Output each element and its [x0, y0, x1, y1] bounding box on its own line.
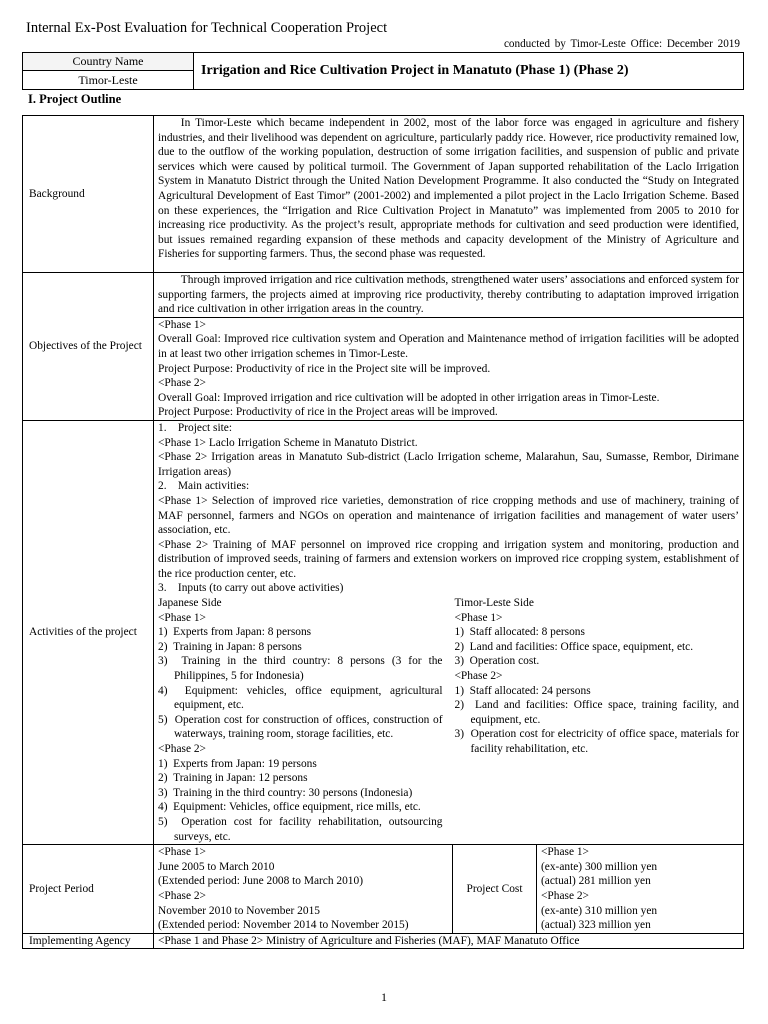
timor-phase-2: <Phase 2> — [454, 670, 503, 683]
site-phase-2: <Phase 2> Irrigation areas in Manatuto Sub-district (Laclo Irrigation scheme, Malarahun, Sau, Sumasse, Rembor, Dirimane Irrigation areas) — [158, 451, 739, 478]
cost-line: (actual) 323 million yen — [541, 919, 651, 932]
japan-item: 3) Training in the third country: 8 persons (3 for the Philippines, 5 for Indonesia) — [158, 655, 443, 683]
main-activities-phase-2: <Phase 2> Training of MAF personnel on improved rice cropping and irrigation system and monitoring, production and distribution of improved seeds, training of farmers and extension workers on improved rice cropping system, establishment of the rice production center, etc. — [158, 538, 739, 580]
japan-item: 2) Training in Japan: 8 persons — [158, 640, 302, 653]
project-period-label: Project Period — [23, 845, 154, 934]
japan-item: 2) Training in Japan: 12 persons — [158, 772, 308, 785]
row-period-cost — [23, 845, 744, 934]
activities-heading-2: 2. Main activities: — [158, 480, 250, 493]
timor-item: 3) Operation cost. — [454, 655, 540, 668]
obj-line: Overall Goal: Improved rice cultivation system and Operation and Maintenance method of irrigation facilities will be adopted in at least two other irrigation schemes in Timor-Leste. — [158, 333, 739, 360]
period-line: November 2010 to November 2015 — [158, 904, 320, 917]
conducted-by: conducted by Timor-Leste Office: December 2019 — [503, 38, 740, 50]
implementing-agency-label: Implementing Agency — [23, 933, 154, 949]
country-name-value: Timor-Leste — [23, 71, 194, 89]
activities-heading-1: 1. Project site: — [158, 421, 233, 434]
background-label: Background — [23, 116, 154, 273]
document-title: Internal Ex-Post Evaluation for Technical Cooperation Project — [26, 20, 388, 36]
japanese-side-title: Japanese Side — [158, 597, 222, 610]
obj-line: Project Purpose: Productivity of rice in the Project areas will be improved. — [158, 406, 498, 419]
activities-label: Activities of the project — [23, 420, 154, 844]
country-name-label: Country Name — [23, 53, 194, 71]
site-phase-1: <Phase 1> Laclo Irrigation Scheme in Manatuto District. — [158, 436, 418, 449]
obj-line: Project Purpose: Productivity of rice in the Project site will be improved. — [158, 362, 491, 375]
japan-item: 4) Equipment: vehicles, office equipment, agricultural equipment, etc. — [158, 684, 443, 712]
japan-item: 5) Operation cost for construction of offices, construction of waterways, training room, storage facilities, etc. — [158, 713, 443, 741]
activities-content — [154, 420, 744, 844]
japan-item: 1) Experts from Japan: 8 persons — [158, 626, 312, 639]
obj-line: Overall Goal: Improved irrigation and rice cultivation will be adopted in other irrigation areas in Timor-Leste. — [158, 391, 660, 404]
project-title: Irrigation and Rice Cultivation Project in Manatuto (Phase 1) (Phase 2) — [201, 63, 629, 78]
timor-leste-side — [451, 596, 740, 844]
japan-item: 4) Equipment: Vehicles, office equipment, rice mills, etc. — [158, 801, 421, 814]
country-table — [22, 52, 744, 90]
period-line: <Phase 1> — [158, 846, 206, 859]
project-cost-label: Project Cost — [453, 845, 537, 934]
objectives-phases — [154, 317, 744, 420]
timor-item: 2) Land and facilities: Office space, equipment, etc. — [454, 640, 694, 653]
timor-phase-1: <Phase 1> — [454, 611, 503, 624]
main-activities-phase-1: <Phase 1> Selection of improved rice varieties, demonstration of rice cropping methods and use of machinery, training of MAF personnel, farmers and NGOs on operation and maintenance of irrigation facilities and management of water users’ association, etc. — [158, 494, 739, 537]
project-outline-table — [22, 115, 744, 949]
background-text: In Timor-Leste which became independent in 2002, most of the labor force was engaged in agriculture and fishery industries, and their livelihood was dependent on agriculture, particularly paddy rice. However, rice productivity remained low, due to the outflow of the working population, destruction of some irrigation facilities, and suspension of public and private services which were caused by political turmoil. The Government of Japan supported rehabilitation of the Laclo Irrigation System in Manatuto District through the United Nation Development Programme. It also conducted the “Study on Integrated Agricultural Development of East Timor” (2001-2002) and implemented a pilot project in the Laclo Irrigation Scheme. Based on these experiences, the “Irrigation and Rice Cultivation Project in Manatuto” was implemented from 2005 to 2010 for increasing rice productivity. As the project’s result, appropriate methods for cultivation and seed production were identified, but issues remained regarding expansion of these methods and capacity development of the Ministry of Agriculture and Fisheries for supporting farmers. Thus, the second phase was requested. — [154, 116, 744, 273]
section-heading: I. Project Outline — [28, 92, 122, 106]
project-cost-value — [537, 845, 744, 934]
japan-item: 1) Experts from Japan: 19 persons — [158, 757, 317, 770]
cost-line: (ex-ante) 300 million yen — [541, 860, 658, 873]
japanese-side — [158, 596, 451, 844]
timor-item: 3) Operation cost for electricity of office space, materials for facility rehabilitation, etc. — [454, 728, 739, 755]
timor-item: 1) Staff allocated: 24 persons — [454, 684, 591, 697]
activities-heading-3: 3. Inputs (to carry out above activities) — [158, 582, 344, 595]
cost-line: (ex-ante) 310 million yen — [541, 904, 658, 917]
obj-line: <Phase 1> — [158, 318, 206, 331]
row-objectives — [23, 273, 744, 318]
period-line: June 2005 to March 2010 — [158, 860, 275, 873]
japan-item: 5) Operation cost for facility rehabilitation, outsourcing surveys, etc. — [158, 815, 443, 843]
cost-line: <Phase 2> — [541, 889, 589, 902]
implementing-agency-value: <Phase 1 and Phase 2> Ministry of Agriculture and Fisheries (MAF), MAF Manatuto Office — [154, 933, 744, 949]
timor-item: 1) Staff allocated: 8 persons — [454, 626, 585, 639]
japan-phase-1: <Phase 1> — [158, 611, 206, 624]
row-activities — [23, 420, 744, 844]
cost-line: <Phase 1> — [541, 846, 589, 859]
cost-line: (actual) 281 million yen — [541, 875, 651, 888]
period-line: (Extended period: November 2014 to November 2015) — [158, 919, 409, 932]
objectives-label: Objectives of the Project — [23, 273, 154, 421]
period-line: (Extended period: June 2008 to March 2010) — [158, 875, 363, 888]
timor-item: 2) Land and facilities: Office space, training facility, and equipment, etc. — [454, 699, 739, 726]
japan-phase-2: <Phase 2> — [158, 743, 206, 755]
japan-item: 3) Training in the third country: 30 persons (Indonesia) — [158, 786, 413, 799]
timor-side-title: Timor-Leste Side — [454, 597, 534, 610]
page-number: 1 — [381, 990, 387, 1004]
objectives-intro: Through improved irrigation and rice cultivation methods, strengthened water users’ associations and enforced system for supporting farmers, the projects aimed at improving rice productivity, thereby contributing to adaptation improved irrigation and rice cultivation in other irrigation areas in the country. — [154, 273, 744, 318]
obj-line: <Phase 2> — [158, 377, 206, 390]
inputs-columns — [158, 596, 739, 844]
project-period-value — [154, 845, 453, 934]
period-line: <Phase 2> — [158, 889, 206, 902]
row-background — [23, 116, 744, 273]
row-agency — [23, 933, 744, 949]
